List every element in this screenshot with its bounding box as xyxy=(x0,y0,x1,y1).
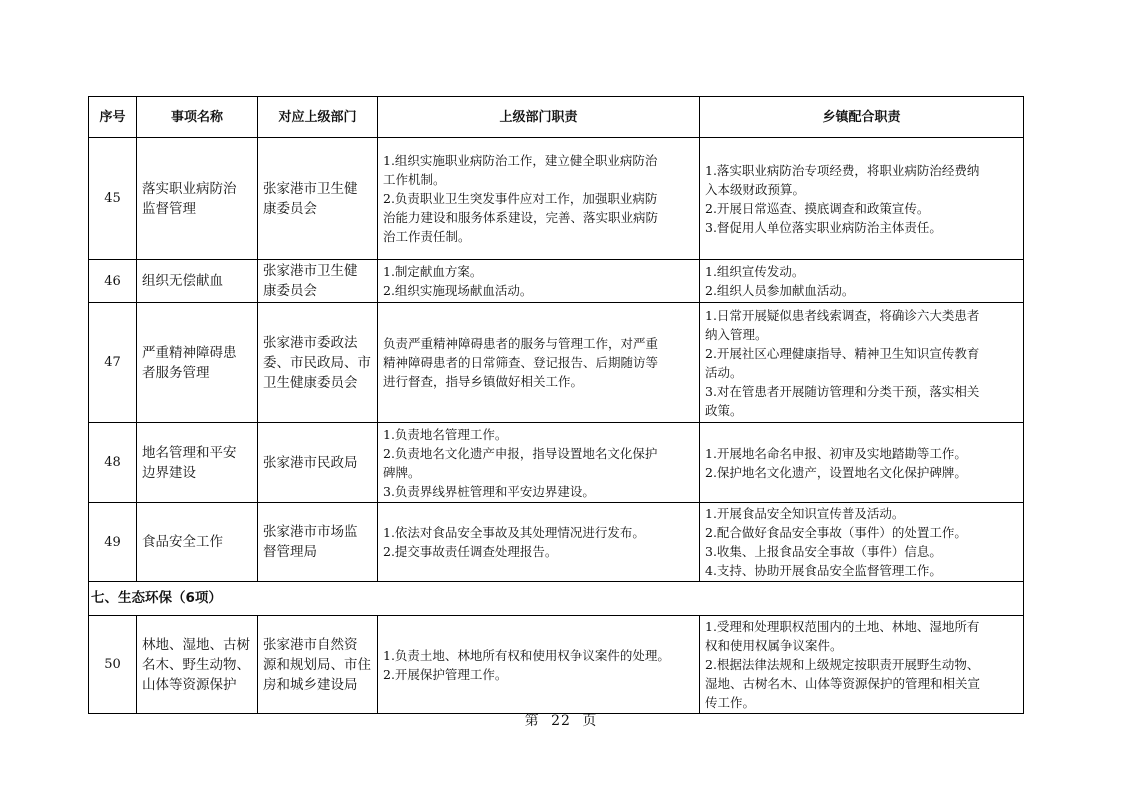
cell-line: 张家港市民政局 xyxy=(263,454,358,471)
cell-line: 负责严重精神障碍患者的服务与管理工作，对严重 xyxy=(383,336,659,351)
cell-line: 房和城乡建设局 xyxy=(263,676,358,693)
town-duty-cell xyxy=(700,303,1024,423)
table-row xyxy=(89,138,1024,260)
town-duty-cell xyxy=(700,260,1024,303)
cell-line: 组织无偿献血 xyxy=(142,273,223,289)
cell-line: 精神障碍患者的日常筛查、登记报告、后期随访等 xyxy=(383,355,659,370)
cell-line: 1.开展食品安全知识宣传普及活动。 xyxy=(705,506,905,521)
table-row xyxy=(89,260,1024,303)
row-number: 45 xyxy=(89,138,137,260)
department-cell xyxy=(258,138,378,260)
cell-line: 1.受理和处理职权范围内的土地、林地、湿地所有 xyxy=(705,619,980,634)
cell-line: 委、市民政局、市 xyxy=(263,354,371,371)
page-number: 22 xyxy=(551,713,571,729)
cell-line: 工作机制。 xyxy=(383,172,446,187)
cell-line: 1.组织宣传发动。 xyxy=(705,264,805,279)
row-number: 47 xyxy=(89,303,137,423)
town-duty-cell xyxy=(700,503,1024,582)
header-seq: 序号 xyxy=(89,97,137,138)
cell-line: 4.支持、协助开展食品安全监督管理工作。 xyxy=(705,563,942,578)
department-cell xyxy=(258,260,378,303)
cell-line: 治工作责任制。 xyxy=(383,229,471,244)
town-duty-cell xyxy=(700,616,1024,714)
item-name-cell xyxy=(137,138,258,260)
cell-line: 卫生健康委员会 xyxy=(263,374,358,391)
department-cell xyxy=(258,616,378,714)
cell-line: 2.根据法律法规和上级规定按职责开展野生动物、 xyxy=(705,657,980,672)
page-footer xyxy=(0,710,1122,730)
cell-line: 1.依法对食品安全事故及其处理情况进行发布。 xyxy=(383,525,645,540)
department-cell xyxy=(258,503,378,582)
section-row xyxy=(89,582,1024,616)
cell-line: 2.组织人员参加献血活动。 xyxy=(705,283,855,298)
table-row xyxy=(89,423,1024,503)
table-body xyxy=(89,138,1024,714)
duty-table xyxy=(88,96,1024,714)
cell-line: 2.开展日常巡查、摸底调查和政策宣传。 xyxy=(705,200,930,216)
cell-line: 1.制定献血方案。 xyxy=(383,264,483,279)
cell-line: 1.负责土地、林地所有权和使用权争议案件的处理。 xyxy=(383,647,670,663)
cell-line: 地名管理和平安 xyxy=(142,444,237,461)
cell-line: 源和规划局、市住 xyxy=(263,656,371,673)
upper-duty-cell xyxy=(378,616,700,714)
cell-line: 2.开展社区心理健康指导、精神卫生知识宣传教育 xyxy=(705,345,980,361)
cell-line: 监督管理 xyxy=(142,200,196,217)
footer-suffix: 页 xyxy=(582,713,598,729)
cell-line: 1.负责地名管理工作。 xyxy=(383,426,508,442)
upper-duty-cell xyxy=(378,138,700,260)
item-name-cell xyxy=(137,503,258,582)
cell-line: 张家港市市场监 xyxy=(263,524,358,540)
cell-line: 2.保护地名文化遗产，设置地名文化保护碑牌。 xyxy=(705,464,967,480)
upper-duty-cell xyxy=(378,303,700,423)
cell-line: 名木、野生动物、 xyxy=(142,656,250,673)
cell-line: 林地、湿地、古树 xyxy=(142,636,250,653)
row-number: 50 xyxy=(89,616,137,714)
cell-line: 活动。 xyxy=(705,364,743,380)
table-row xyxy=(89,503,1024,582)
cell-line: 纳入管理。 xyxy=(705,326,768,342)
cell-line: 2.组织实施现场献血活动。 xyxy=(383,283,533,298)
cell-line: 2.负责地名文化遗产申报，指导设置地名文化保护 xyxy=(383,445,658,461)
table-row xyxy=(89,616,1024,714)
cell-line: 政策。 xyxy=(705,402,743,418)
item-name-cell xyxy=(137,260,258,303)
cell-line: 1.组织实施职业病防治工作，建立健全职业病防治 xyxy=(383,153,658,168)
row-number: 48 xyxy=(89,423,137,503)
cell-line: 落实职业病防治 xyxy=(142,180,237,197)
upper-duty-cell xyxy=(378,423,700,503)
table-header-row xyxy=(89,97,1024,138)
header-town-duty: 乡镇配合职责 xyxy=(700,97,1024,138)
header-upper-duty: 上级部门职责 xyxy=(378,97,700,138)
cell-line: 1.落实职业病防治专项经费，将职业病防治经费纳 xyxy=(705,162,980,178)
cell-line: 3.负责界线界桩管理和平安边界建设。 xyxy=(383,483,595,499)
upper-duty-cell xyxy=(378,503,700,582)
header-department: 对应上级部门 xyxy=(258,97,378,138)
cell-line: 者服务管理 xyxy=(142,364,210,381)
cell-line: 张家港市卫生健 xyxy=(263,263,358,279)
cell-line: 严重精神障碍患 xyxy=(142,344,237,361)
cell-line: 2.负责职业卫生突发事件应对工作，加强职业病防 xyxy=(383,191,658,206)
cell-line: 2.配合做好食品安全事故（事件）的处置工作。 xyxy=(705,525,967,540)
upper-duty-cell xyxy=(378,260,700,303)
cell-line: 山体等资源保护 xyxy=(142,676,237,693)
cell-line: 3.对在管患者开展随访管理和分类干预，落实相关 xyxy=(705,383,980,399)
town-duty-cell xyxy=(700,138,1024,260)
item-name-cell xyxy=(137,616,258,714)
town-duty-cell xyxy=(700,423,1024,503)
cell-line: 张家港市卫生健 xyxy=(263,180,358,197)
cell-line: 入本级财政预算。 xyxy=(705,181,806,197)
cell-line: 督管理局 xyxy=(263,544,317,560)
cell-line: 进行督查，指导乡镇做好相关工作。 xyxy=(383,374,584,389)
header-item-name: 事项名称 xyxy=(137,97,258,138)
cell-line: 2.提交事故责任调查处理报告。 xyxy=(383,544,558,559)
item-name-cell xyxy=(137,423,258,503)
cell-line: 张家港市委政法 xyxy=(263,334,358,351)
cell-line: 1.开展地名命名申报、初审及实地踏勘等工作。 xyxy=(705,445,967,461)
section-title: 七、生态环保（6项） xyxy=(89,582,1024,616)
cell-line: 权和使用权属争议案件。 xyxy=(705,638,843,653)
cell-line: 康委员会 xyxy=(263,200,317,217)
item-name-cell xyxy=(137,303,258,423)
cell-line: 3.收集、上报食品安全事故（事件）信息。 xyxy=(705,544,942,559)
cell-line: 3.督促用人单位落实职业病防治主体责任。 xyxy=(705,219,942,235)
row-number: 49 xyxy=(89,503,137,582)
cell-line: 2.开展保护管理工作。 xyxy=(383,666,508,682)
cell-line: 张家港市自然资 xyxy=(263,636,358,653)
footer-prefix: 第 xyxy=(524,713,540,729)
department-cell xyxy=(258,423,378,503)
cell-line: 治能力建设和服务体系建设，完善、落实职业病防 xyxy=(383,210,659,225)
cell-line: 食品安全工作 xyxy=(142,534,223,550)
cell-line: 湿地、古树名木、山体等资源保护的管理和相关宣 xyxy=(705,676,981,691)
cell-line: 传工作。 xyxy=(705,695,756,710)
department-cell xyxy=(258,303,378,423)
row-number: 46 xyxy=(89,260,137,303)
cell-line: 1.日常开展疑似患者线索调查，将确诊六大类患者 xyxy=(705,307,980,323)
cell-line: 边界建设 xyxy=(142,464,196,481)
table-row xyxy=(89,303,1024,423)
cell-line: 碑牌。 xyxy=(383,464,421,480)
cell-line: 康委员会 xyxy=(263,283,317,299)
